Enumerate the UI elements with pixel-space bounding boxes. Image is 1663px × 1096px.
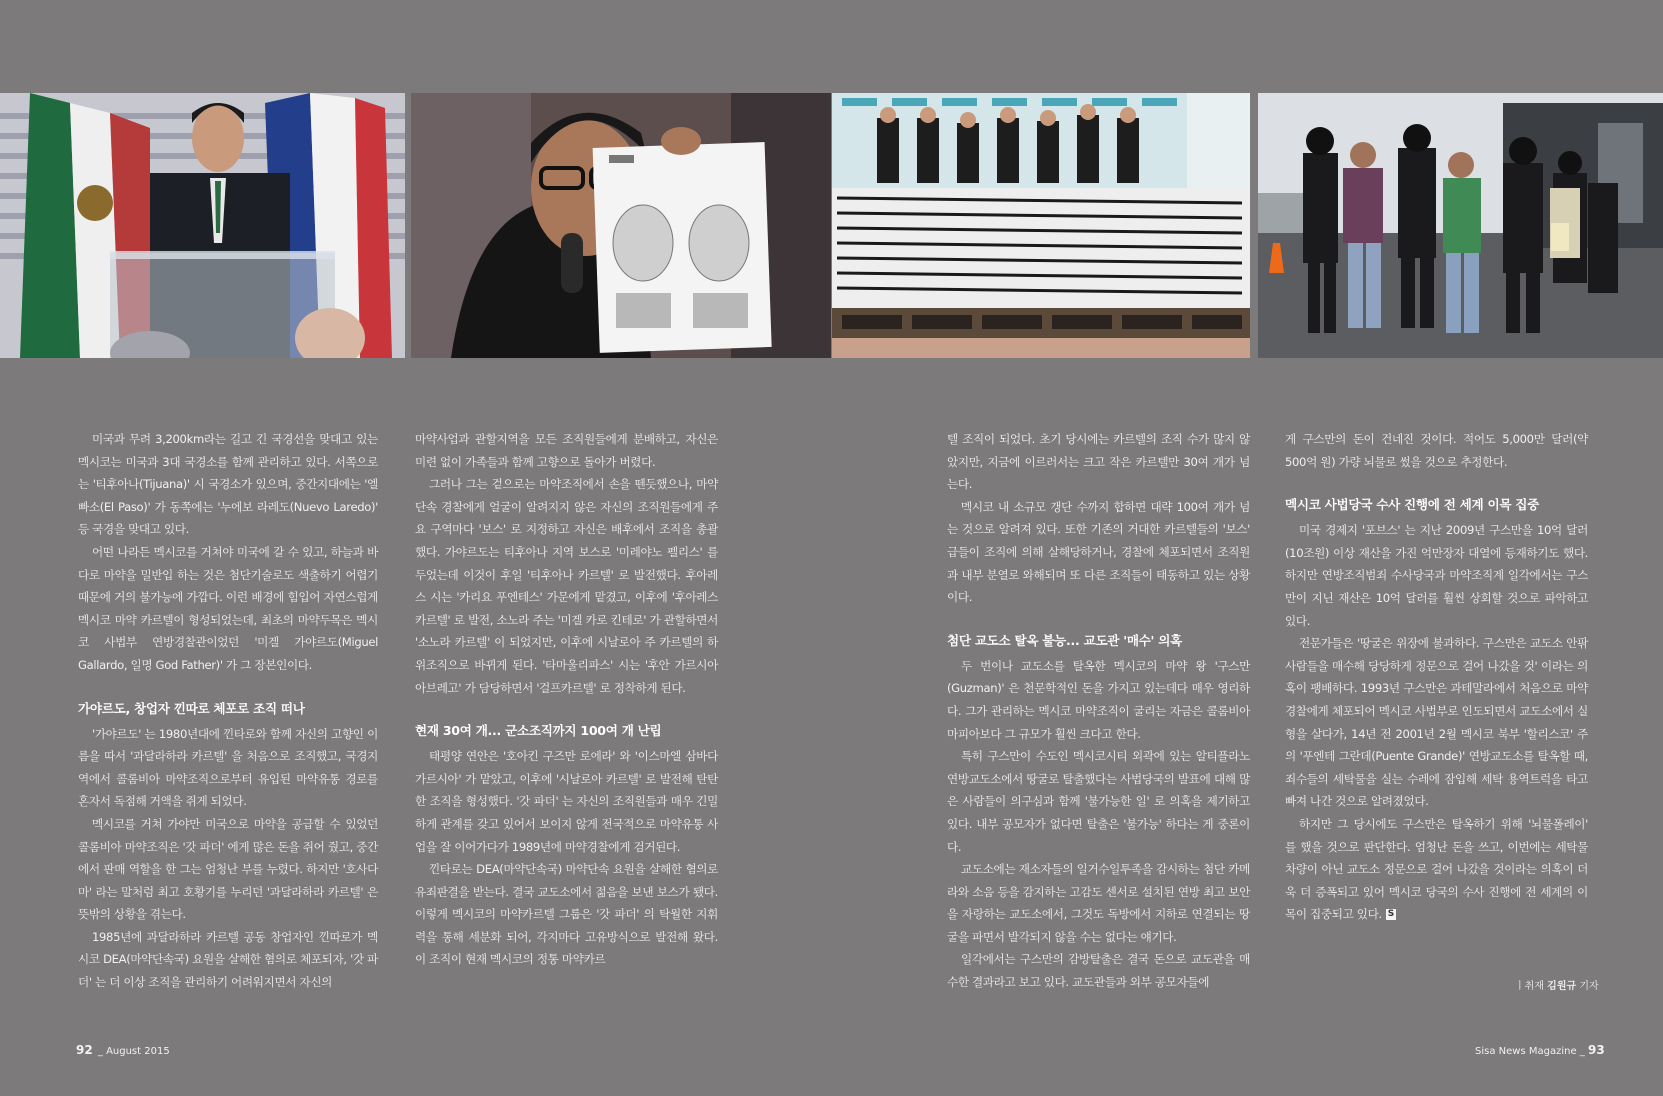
photo-president-podium <box>0 93 405 358</box>
paragraph: 1985년에 과달라하라 카르텔 공동 창업자인 낀따로가 멕시코 DEA(마약단속국) 요원을 살해한 혐의로 체포되자, '갓 파더' 는 더 이상 조직을 관리하기 어려워지면서 자신의 <box>78 929 378 990</box>
footer-left <box>76 1043 170 1057</box>
photo-seized-weapons <box>832 93 1250 358</box>
paragraph: 낀타로는 DEA(마약단속국) 마약단속 요원을 살해한 혐의로 유죄판결을 받는다. 결국 교도소에서 젊음을 보낸 보스가 됐다. 이렇게 멕시코의 마약카르텔 그룹은 '갓 파더' 의 탁월한 지휘력을 통해 세분화 되어, 각지마다 고유방식으로 발전해 왔다. 이 조직이 현재 멕시코의 정통 마약카르 <box>415 862 718 967</box>
page-number-right: 93 <box>1587 1043 1605 1057</box>
article-column-2 <box>415 428 718 971</box>
paragraph: 일각에서는 구스만의 감방탈출은 결국 돈으로 교도관을 매수한 결과라고 보고 있다. 교도관들과 외부 공모자들에 <box>947 952 1250 990</box>
paragraph: 텔 조직이 되었다. 초기 당시에는 카르텔의 조직 수가 많지 않았지만, 지금에 이르러서는 크고 작은 카르텔만 30여 개가 넘는다. <box>947 432 1250 492</box>
article-column-1 <box>78 428 378 994</box>
paragraph <box>1285 813 1588 926</box>
byline-prefix: ㅣ취재 <box>1515 981 1544 992</box>
section-heading: 현재 30여 개... 군소조직까지 100여 개 난립 <box>415 723 662 739</box>
byline-author: 김원규 <box>1547 981 1577 992</box>
paragraph: 전문가들은 '땅굴은 위장에 불과하다. 구스만은 교도소 안팎 사람들을 매수해 당당하게 정문으로 걸어 나갔을 것' 이라는 의혹이 팽배하다. 1993년 구스만은 과테말라에서 처음으로 마약경찰에게 체포되어 멕시코 사법부로 인도되면서 교도소에서 실형을 살다가, 14년 전 2001년 2월 멕시코 북부 '할리스코' 주의 '푸엔테 그란데(Puente Grande)' 연방교도소를 탈옥할 때, 죄수들의 세탁물을 실는 수레에 잠입해 세탁 용역트럭을 타고 빠져 나간 것으로 알려졌었다. <box>1285 636 1588 809</box>
issue-date: _ August 2015 <box>97 1046 170 1057</box>
page-number-left: 92 <box>76 1043 93 1057</box>
paragraph: 특히 구스만이 수도인 멕시코시티 외곽에 있는 알티플라노 연방교도소에서 땅굴로 탈출했다는 사법당국의 발표에 대해 많은 사람들이 의구심과 함께 '불가능한 일' 로 의혹을 제기하고 있다. 내부 공모자가 없다면 탈출은 '불가능' 하다는 게 중론이다. <box>947 749 1250 854</box>
paragraph: 교도소에는 재소자들의 일거수일투족을 감시하는 첨단 카메라와 소음 등을 감지하는 고감도 센서로 설치된 연방 최고 보안을 자랑하는 교도소에서, 그것도 독방에서 지하로 연결되는 땅굴을 파면서 발각되지 않을 수는 없다는 얘기다. <box>947 862 1250 944</box>
end-mark-icon: S <box>1387 909 1394 920</box>
section-heading: 멕시코 사법당국 수사 진행에 전 세계 이목 집중 <box>1285 497 1540 513</box>
paragraph: 마약사업과 관할지역을 모든 조직원들에게 분배하고, 자신은 미련 없이 가족들과 함께 고향으로 돌아가 버렸다. <box>415 432 718 469</box>
magazine-name: Sisa News Magazine _ <box>1475 1046 1585 1057</box>
photo-composite-sketch <box>411 93 831 358</box>
byline <box>1515 977 1599 992</box>
paragraph: 게 구스만의 돈이 건네진 것이다. 적어도 5,000만 달러(약 500억 원) 가량 뇌물로 썼을 것으로 추정한다. <box>1285 432 1588 469</box>
footer-right <box>1475 1043 1607 1057</box>
paragraph: 두 번이나 교도소를 탈옥한 멕시코의 마약 왕 '구스만(Guzman)' 은 천문학적인 돈을 가지고 있는데다 매우 영리하다. 그가 관리하는 멕시코 마약조직이 굴리는 자금은 콜롬비아 마피아보다 그 규모가 훨씬 크다고 한다. <box>947 658 1250 741</box>
paragraph-text: 하지만 그 당시에도 구스만은 탈옥하기 위해 '뇌물폴레이' 를 했을 것으로 판단한다. 엄청난 돈을 쓰고, 이번에는 세탁물 차량이 아닌 교도소 정문으로 걸어 나갔을 것이라는 의혹이 더욱 더 증폭되고 있어 멕시코 당국의 수사 진행에 전 세계의 이목이 집중되고 있다. <box>1285 816 1588 922</box>
section-heading: 첨단 교도소 탈옥 불능... 교도관 '매수' 의혹 <box>947 632 1182 648</box>
byline-suffix: 기자 <box>1579 981 1599 992</box>
article-column-3 <box>947 428 1250 994</box>
paragraph: 멕시코 내 소규모 갱단 수까지 합하면 대략 100여 개가 넘는 것으로 알려져 있다. 또한 기존의 거대한 카르텔들의 '보스' 급들이 조직에 의해 살해당하거나, 경찰에 체포되면서 조직원과 내부 분열로 와해되며 또 다른 조직들이 태동하고 있는 상황이다. <box>947 499 1250 605</box>
paragraph: 태평양 연안은 '호아킨 구즈만 로에라' 와 '이스마엘 삼바다 가르시아' 가 맡았고, 이후에 '시날로아 카르텔' 로 발전해 탄탄한 조직을 형성했다. '갓 파더' 는 자신의 조직원들과 매우 긴밀하게 관계를 갖고 있어서 보이지 않게 전국적으로 마약유통 사업을 잘 이어가다가 1989년에 마약경찰에게 검거된다. <box>415 749 718 854</box>
paragraph: 어떤 나라든 멕시코를 거쳐야 미국에 갈 수 있고, 하늘과 바다로 마약을 밀반입 하는 것은 첨단기술로도 색출하기 어렵기 때문에 거의 불가능에 가깝다. 이런 배경에 힘입어 자연스럽게 멕시코 마약 카르텔이 형성되었는데, 최초의 마약두목은 멕시코 사법부 연방경찰관이었던 '미겔 가야르도(Miguel Gallardo, 일명 God Father)' 가 그 장본인이다. <box>78 544 378 672</box>
article-column-4 <box>1285 428 1588 926</box>
section-heading: 가야르도, 창업자 낀따로 체포로 조직 떠나 <box>78 700 305 716</box>
paragraph: 미국과 무려 3,200km라는 길고 긴 국경선을 맞대고 있는 멕시코는 미국과 3대 국경소를 함께 관리하고 있다. 서쪽으로는 '티후아나(Tijuana)' 시 국경소가 있으며, 중간지대에는 '엘 빠소(El Paso)' 가 동쪽에는 '누에보 라레도(Nuevo Laredo)' 등 국경을 맞대고 있다. <box>78 432 378 537</box>
photo-arrested-suspects <box>1258 93 1663 358</box>
paragraph: 그러나 그는 겉으로는 마약조직에서 손을 뗀듯했으나, 마약단속 경찰에게 얼굴이 알려지지 않은 자신의 조직원들에게 주요 구역마다 '보스' 로 지정하고 자신은 배후에서 조직을 총괄했다. 가야르도는 티후아나 지역 보스로 '미레야노 펠리스' 를 두었는데 이것이 후일 '티후아나 카르텔' 로 발전했다. 후아레스 시는 '카리요 푸엔테스' 가문에게 맡겼고, 이후에 '후아레스 카르텔' 로 발전, 소노라 주는 '미겔 카로 킨테로' 가 관할하면서 '소노라 카르텔' 이 되었지만, 이후에 시날로아 주 카르텔의 하위조직으로 바뀌게 된다. '타마울리파스' 시는 '후안 가르시아 아브레고' 가 담당하면서 '걸프카르텔' 로 정착하게 된다. <box>415 477 718 695</box>
paragraph: 미국 경제지 '포브스' 는 지난 2009년 구스만을 10억 달러(10조원) 이상 재산을 가진 억만장자 대열에 등재하기도 했다. 하지만 연방조직범죄 수사당국과 마약조직계 일각에서는 구스만이 지닌 재산은 10억 달러를 훨씬 상회할 것으로 파악하고 있다. <box>1285 523 1588 628</box>
paragraph: 멕시코를 거쳐 가야만 미국으로 마약을 공급할 수 있었던 콜롬비아 마약조직은 '갓 파더' 에게 많은 돈을 쥐어 줬고, 중간에서 판매 역할을 한 그는 엄청난 부를 누렸다. 하지만 '호사다마' 라는 말처럼 최고 호황기를 누리던 '과달라하라 카르텔' 은 뜻밖의 상황을 겪는다. <box>78 816 378 922</box>
paragraph: '가야르도' 는 1980년대에 낀타로와 함께 자신의 고향인 이름을 따서 '과달라하라 카르텔' 을 처음으로 조직했고, 국경지역에서 콜롬비아 마약조직으로부터 유입된 마약유통 경로를 혼자서 독점해 거액을 쥐게 되었다. <box>78 726 378 809</box>
